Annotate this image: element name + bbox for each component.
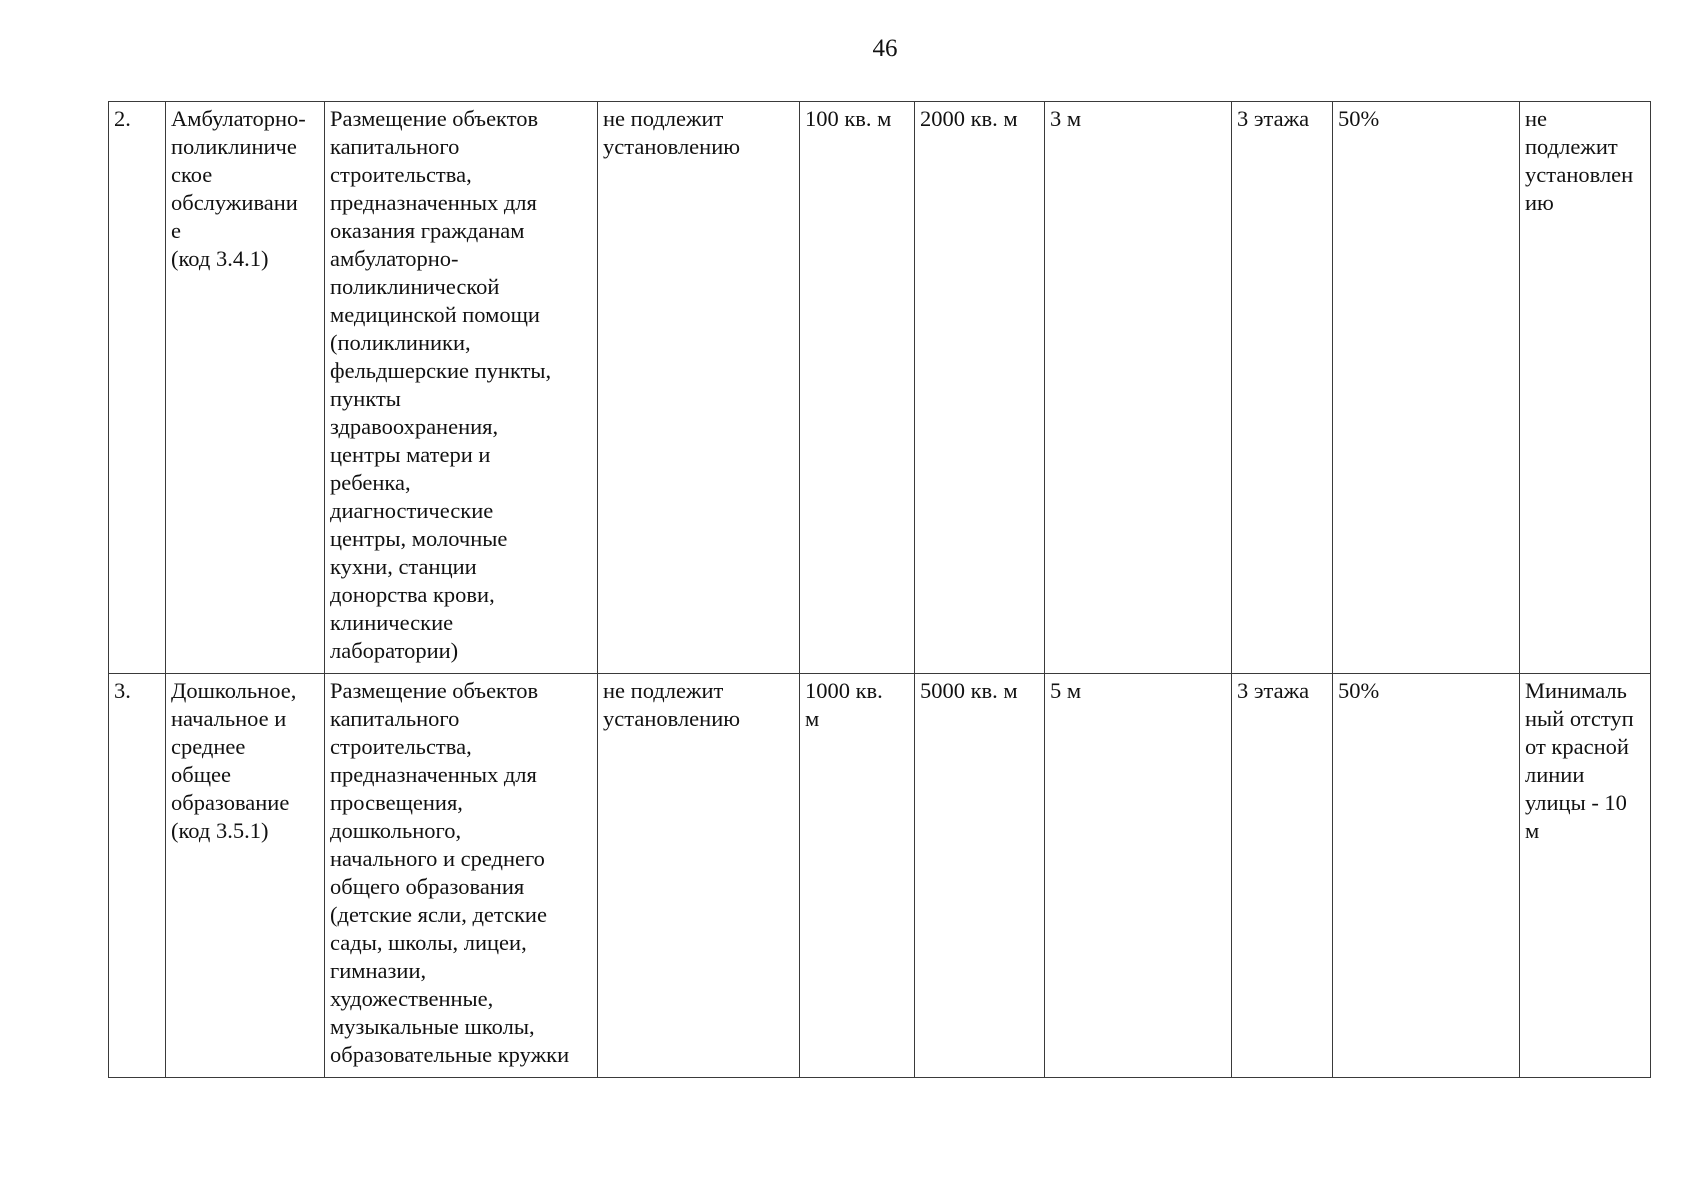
cell-text-line: обслуживани — [171, 190, 298, 215]
min-plot-area-cell — [800, 102, 915, 674]
cell-text-line: донорства крови, — [330, 582, 495, 607]
zoning-table — [108, 101, 1651, 1078]
cell-text-line: музыкальные школы, — [330, 1014, 535, 1039]
cell-text-line: фельдшерские пункты, — [330, 358, 552, 383]
parameter-cell — [598, 102, 800, 674]
land-use-description-cell — [325, 674, 598, 1078]
cell-text-line: е — [171, 218, 181, 243]
parameter-cell — [598, 674, 800, 1078]
cell-text-line: начального и среднего — [330, 846, 545, 871]
land-use-name-cell — [166, 674, 325, 1078]
cell-text-line: пункты — [330, 386, 401, 411]
cell-text-line: образовательные кружки — [330, 1042, 570, 1067]
cell-text-line: 2000 кв. м — [920, 106, 1018, 131]
cell-text-line: среднее — [171, 734, 246, 759]
cell-text-line: установлению — [603, 706, 741, 731]
max-plot-area-cell — [915, 102, 1045, 674]
max-plot-area-cell — [915, 674, 1045, 1078]
cell-text-line: гимназии, — [330, 958, 427, 983]
cell-text-line: Дошкольное, — [171, 678, 297, 703]
min-setback-cell — [1045, 674, 1232, 1078]
table-row — [109, 674, 1651, 1078]
cell-text-line: начальное и — [171, 706, 287, 731]
cell-text-line: не подлежит — [603, 678, 724, 703]
land-use-name-cell — [166, 102, 325, 674]
cell-text-line: сады, школы, лицеи, — [330, 930, 527, 955]
cell-text-line: лаборатории) — [330, 638, 459, 663]
cell-text-line: м — [1525, 818, 1540, 843]
cell-text-line: дошкольного, — [330, 818, 462, 843]
cell-text-line: (код 3.4.1) — [171, 246, 269, 271]
row-number-cell: 3. — [109, 674, 166, 1078]
cell-text-line: общего образования — [330, 874, 525, 899]
max-coverage-cell — [1333, 674, 1520, 1078]
cell-text-line: подлежит — [1525, 134, 1618, 159]
cell-text-line: 3 этажа — [1237, 106, 1310, 131]
cell-text-line: не — [1525, 106, 1548, 131]
table-row — [109, 102, 1651, 674]
cell-text-line: 50% — [1338, 678, 1380, 703]
cell-text-line: диагностические — [330, 498, 494, 523]
red-line-setback-cell — [1520, 674, 1651, 1078]
cell-text-line: поликлинической — [330, 274, 500, 299]
cell-text-line: Размещение объектов — [330, 678, 539, 703]
max-floors-cell — [1232, 674, 1333, 1078]
cell-text-line: ный отступ — [1525, 706, 1634, 731]
cell-text-line: капитального — [330, 706, 460, 731]
cell-text-line: строительства, — [330, 162, 472, 187]
cell-text-line: предназначенных для — [330, 190, 537, 215]
cell-text-line: 1000 кв. — [805, 678, 883, 703]
cell-text-line: амбулаторно- — [330, 246, 459, 271]
cell-text-line: просвещения, — [330, 790, 463, 815]
cell-text-line: общее — [171, 762, 231, 787]
page-number: 46 — [872, 35, 898, 62]
cell-text-line: установлению — [603, 134, 741, 159]
cell-text-line: (код 3.5.1) — [171, 818, 269, 843]
cell-text-line: клинические — [330, 610, 454, 635]
cell-text-line: образование — [171, 790, 290, 815]
cell-text-line: медицинской помощи — [330, 302, 540, 327]
cell-text-line: художественные, — [330, 986, 494, 1011]
cell-text-line: 5 м — [1050, 678, 1082, 703]
cell-text-line: оказания гражданам — [330, 218, 525, 243]
cell-text-line: поликлиниче — [171, 134, 297, 159]
row-number-cell: 2. — [109, 102, 166, 674]
cell-text-line: Размещение объектов — [330, 106, 539, 131]
max-floors-cell — [1232, 102, 1333, 674]
land-use-description-cell — [325, 102, 598, 674]
cell-text-line: строительства, — [330, 734, 472, 759]
cell-text-line: улицы - 10 — [1525, 790, 1627, 815]
cell-text-line: м — [805, 706, 820, 731]
cell-text-line: кухни, станции — [330, 554, 477, 579]
cell-text-line: (детские ясли, детские — [330, 902, 547, 927]
cell-text-line: (поликлиники, — [330, 330, 471, 355]
cell-text-line: Амбулаторно- — [171, 106, 306, 131]
cell-text-line: предназначенных для — [330, 762, 537, 787]
cell-text-line: 50% — [1338, 106, 1380, 131]
cell-text-line: линии — [1525, 762, 1585, 787]
cell-text-line: 3 этажа — [1237, 678, 1310, 703]
min-setback-cell — [1045, 102, 1232, 674]
cell-text-line: центры матери и — [330, 442, 491, 467]
cell-text-line: капитального — [330, 134, 460, 159]
cell-text-line: 5000 кв. м — [920, 678, 1018, 703]
cell-text-line: центры, молочные — [330, 526, 508, 551]
cell-text-line: ию — [1525, 190, 1554, 215]
cell-text-line: установлен — [1525, 162, 1634, 187]
red-line-setback-cell — [1520, 102, 1651, 674]
cell-text-line: не подлежит — [603, 106, 724, 131]
cell-text-line: Минималь — [1525, 678, 1627, 703]
max-coverage-cell — [1333, 102, 1520, 674]
cell-text-line: 100 кв. м — [805, 106, 892, 131]
cell-text-line: здравоохранения, — [330, 414, 499, 439]
min-plot-area-cell — [800, 674, 915, 1078]
cell-text-line: ребенка, — [330, 470, 411, 495]
cell-text-line: 3 м — [1050, 106, 1082, 131]
cell-text-line: от красной — [1525, 734, 1629, 759]
cell-text-line: ское — [171, 162, 213, 187]
